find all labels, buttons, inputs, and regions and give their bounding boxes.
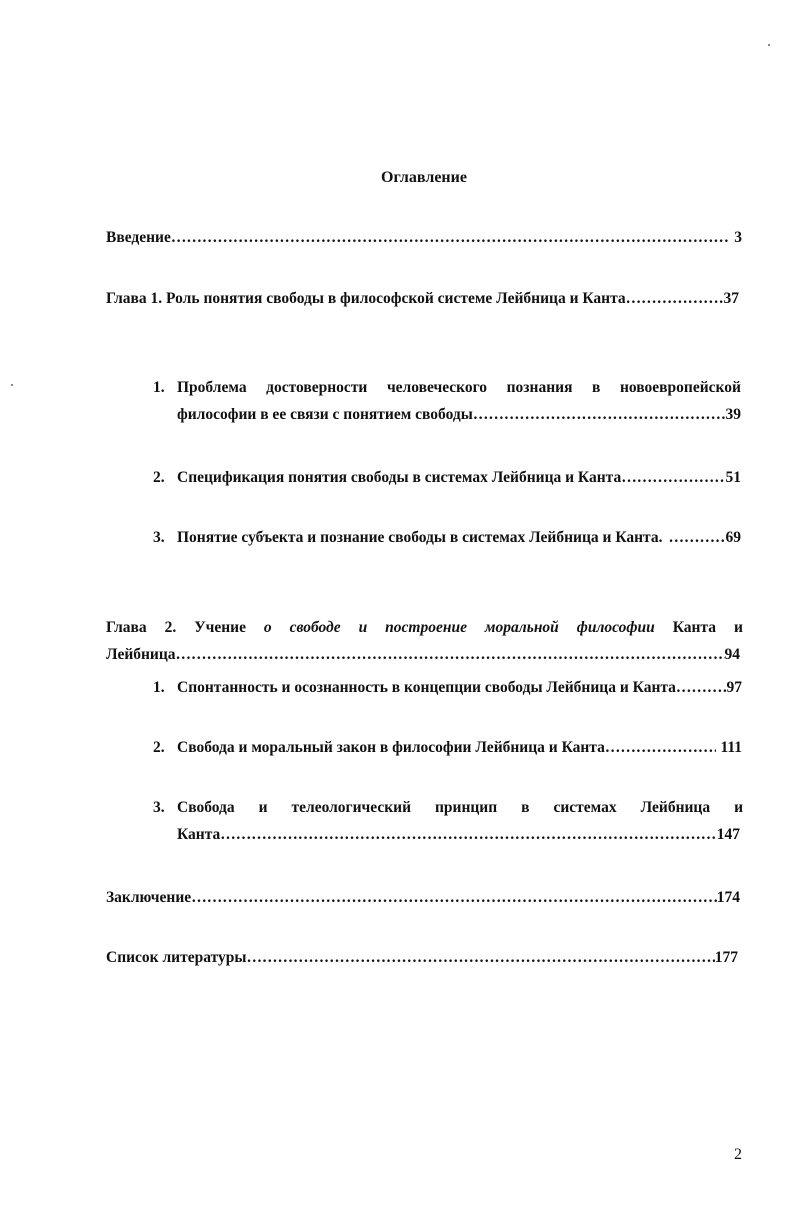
- word: о: [263, 619, 272, 636]
- toc-entry-label-cont: Канта: [177, 826, 221, 843]
- toc-entry-page: 147: [716, 826, 740, 843]
- word: Глава: [106, 619, 147, 636]
- toc-entry-label: Свобода и моральный закон в философии Лейбница и Канта: [177, 739, 605, 756]
- toc-entry-chapter1[interactable]: [106, 290, 739, 308]
- word: философии: [576, 619, 655, 636]
- word: свободе: [289, 619, 341, 636]
- word: познания: [506, 379, 573, 396]
- toc-entry-section-1-2[interactable]: [153, 469, 741, 487]
- toc-entry-page: 51: [725, 469, 741, 486]
- toc-entry-page: 97: [726, 679, 742, 696]
- dot-leader: [626, 290, 724, 308]
- toc-entry-page: 39: [725, 406, 741, 423]
- toc-entry-page: 37: [723, 290, 739, 307]
- toc-entry-label: Спецификация понятия свободы в системах Лейбница и Канта: [177, 469, 622, 486]
- word: Канта: [672, 619, 716, 636]
- toc-entry-section-2-2[interactable]: [153, 739, 742, 757]
- toc-entry-label: Список литературы: [106, 949, 247, 966]
- scan-speck: [768, 44, 770, 46]
- toc-entry-references[interactable]: [106, 949, 738, 967]
- word: и: [258, 799, 268, 816]
- word: построение: [385, 619, 467, 636]
- dot-leader: [621, 469, 725, 487]
- dot-leader: [676, 679, 727, 697]
- section-number: 2.: [153, 469, 165, 486]
- page-number: 2: [734, 1146, 742, 1163]
- toc-entry-page: 111: [720, 739, 742, 756]
- section-number: 1.: [153, 679, 165, 696]
- toc-entry-section-2-3[interactable]: [153, 799, 743, 844]
- word: достоверности: [266, 379, 368, 396]
- toc-entry-intro[interactable]: [106, 229, 742, 247]
- dot-leader: [171, 229, 730, 247]
- toc-entry-page: 3: [734, 229, 742, 246]
- section-number: 1.: [153, 379, 165, 396]
- section-number: 3.: [153, 529, 165, 546]
- word: системах: [553, 799, 617, 816]
- word: и: [733, 619, 743, 636]
- toc-entry-label: Заключение: [106, 889, 192, 906]
- word: Лейбница: [640, 799, 711, 816]
- word: Учение: [194, 619, 246, 636]
- toc-entry-page: 177: [714, 949, 738, 966]
- word: в: [521, 799, 530, 816]
- word: принцип: [434, 799, 498, 816]
- word: в: [592, 379, 601, 396]
- toc-entry-page: 174: [716, 889, 740, 906]
- toc-entry-section-2-1[interactable]: [153, 679, 742, 697]
- toc-entry-page: 94: [724, 646, 740, 663]
- word: Свобода: [177, 799, 235, 816]
- toc-entry-label: Понятие субъекта и познание свободы в системах Лейбница и Канта.: [177, 529, 663, 546]
- dot-leader: [605, 739, 717, 757]
- toc-entry-label-cont: Лейбница: [106, 646, 176, 663]
- dot-leader: [246, 949, 714, 967]
- toc-entry-section-1-3[interactable]: [153, 529, 741, 547]
- section-number: 2.: [153, 739, 165, 756]
- toc-entry-label: Глава 1. Роль понятия свободы в философской системе Лейбница и Канта: [106, 290, 626, 307]
- toc-entry-label: Введение: [106, 229, 171, 246]
- toc-entry-label: Спонтанность и осознанность в концепции свободы Лейбница и Канта: [177, 679, 676, 696]
- word: человеческого: [386, 379, 488, 396]
- toc-entry-page: 69: [725, 529, 741, 546]
- word: новоевропейской: [619, 379, 741, 396]
- toc-entry-conclusion[interactable]: [106, 889, 740, 907]
- section-number: 3.: [153, 799, 165, 816]
- word: моральной: [484, 619, 559, 636]
- toc-title: Оглавление: [381, 169, 467, 186]
- dot-leader: [473, 406, 726, 424]
- scan-speck: [11, 384, 13, 386]
- dot-leader: [220, 826, 716, 844]
- dot-leader: [176, 646, 725, 664]
- dot-leader: [191, 889, 717, 907]
- toc-entry-chapter2[interactable]: [106, 619, 743, 664]
- word: 2.: [164, 619, 177, 636]
- dot-leader: [662, 529, 725, 547]
- toc-entry-section-1-1[interactable]: [153, 379, 741, 424]
- word: телеологический: [291, 799, 412, 816]
- toc-entry-label-cont: философии в ее связи с понятием свободы: [177, 406, 473, 423]
- word: и: [358, 619, 368, 636]
- word: и: [734, 799, 743, 816]
- word: Проблема: [177, 379, 247, 396]
